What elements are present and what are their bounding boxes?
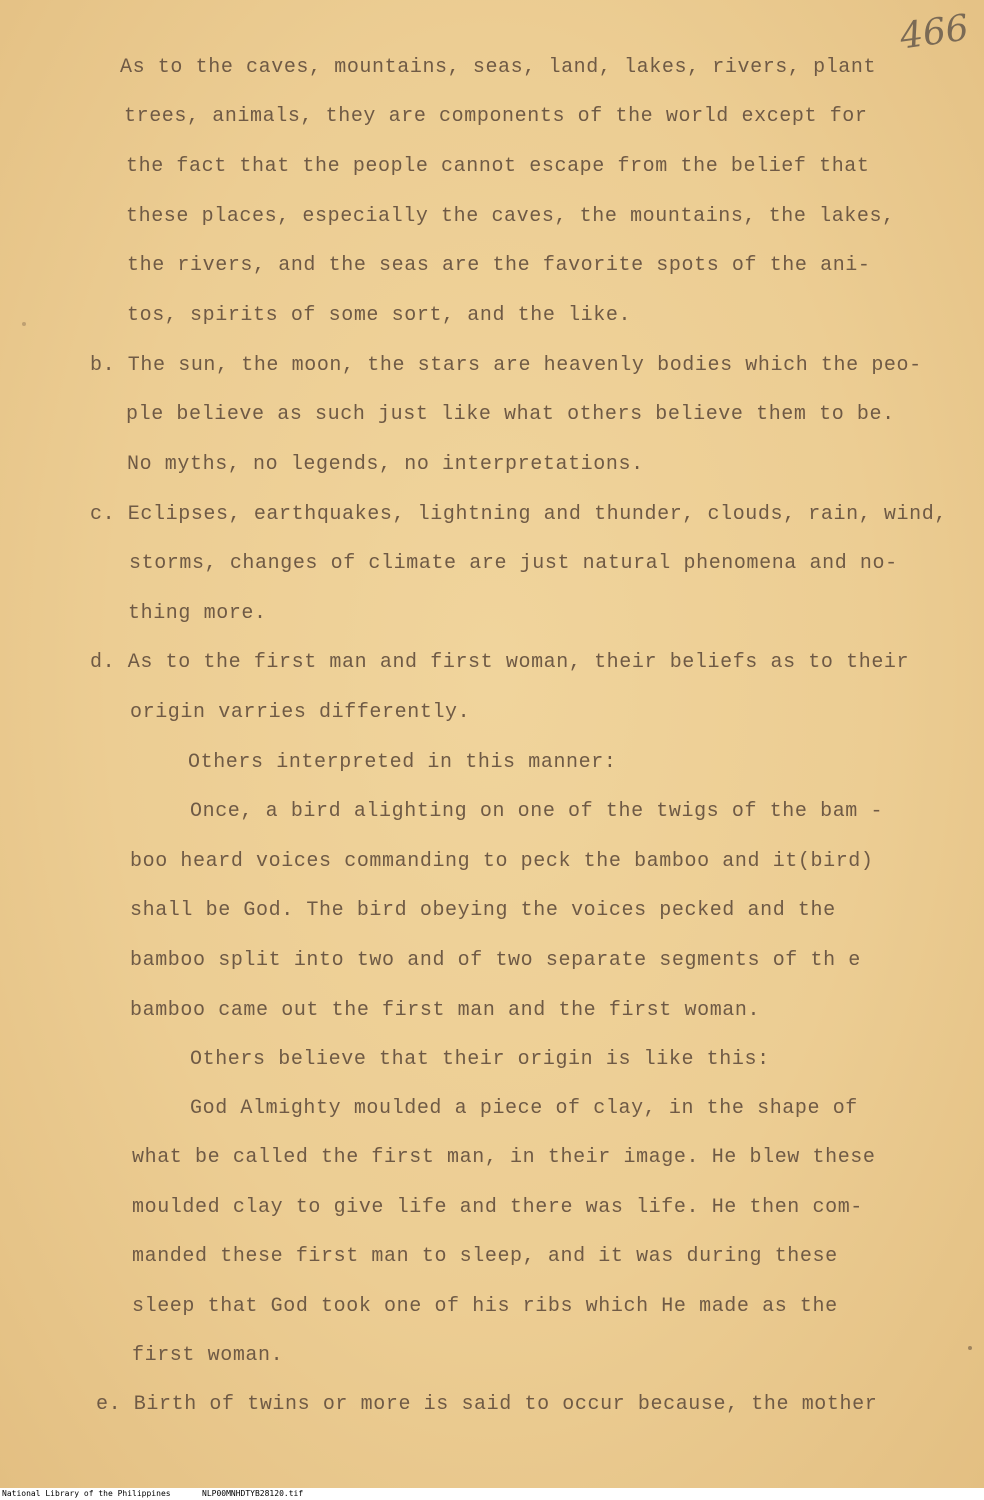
text-line: ple believe as such just like what others believe them to be.: [126, 403, 895, 426]
text-line: the rivers, and the seas are the favorite spots of the ani-: [127, 254, 871, 277]
footer-library: National Library of the Philippines: [2, 1489, 171, 1498]
paper-speck: [968, 1346, 972, 1350]
footer-file-id: NLP00MNHDTYB28120.tif: [202, 1489, 304, 1498]
text-line: these places, especially the caves, the mountains, the lakes,: [126, 205, 895, 228]
text-line: manded these first man to sleep, and it was during these: [132, 1245, 838, 1268]
text-line: sleep that God took one of his ribs which He made as the: [132, 1295, 838, 1318]
text-line: God Almighty moulded a piece of clay, in the shape of: [190, 1097, 858, 1120]
text-line: Others interpreted in this manner:: [188, 751, 617, 774]
text-line: trees, animals, they are components of the world except for: [124, 105, 868, 128]
text-line: moulded clay to give life and there was life. He then com-: [132, 1196, 863, 1219]
paper-speck: [22, 322, 26, 326]
text-line: shall be God. The bird obeying the voices pecked and the: [130, 899, 836, 922]
handwritten-page-number: 466: [897, 7, 972, 58]
text-line: thing more.: [128, 602, 267, 625]
text-line: first woman.: [132, 1344, 284, 1367]
text-line: d. As to the first man and first woman, their beliefs as to their: [90, 651, 910, 674]
text-line: Once, a bird alighting on one of the twigs of the bam -: [190, 800, 884, 823]
text-line: the fact that the people cannot escape from the belief that: [126, 155, 870, 178]
text-line: b. The sun, the moon, the stars are heavenly bodies which the peo-: [90, 354, 922, 377]
text-line: As to the caves, mountains, seas, land, lakes, rivers, plant: [120, 56, 877, 79]
scan-footer: [0, 1488, 984, 1500]
text-line: Others believe that their origin is like this:: [190, 1048, 770, 1071]
text-line: what be called the first man, in their image. He blew these: [132, 1146, 876, 1169]
text-line: c. Eclipses, earthquakes, lightning and thunder, clouds, rain, wind,: [90, 503, 947, 526]
text-line: bamboo split into two and of two separate segments of th e: [130, 949, 861, 972]
text-line: storms, changes of climate are just natural phenomena and no-: [129, 552, 898, 575]
text-line: origin varries differently.: [130, 701, 471, 724]
text-line: tos, spirits of some sort, and the like.: [127, 304, 632, 327]
text-line: e. Birth of twins or more is said to occur because, the mother: [96, 1393, 878, 1416]
text-line: No myths, no legends, no interpretations.: [127, 453, 644, 476]
text-line: bamboo came out the first man and the first woman.: [130, 999, 761, 1022]
text-line: boo heard voices commanding to peck the bamboo and it(bird): [130, 850, 874, 873]
